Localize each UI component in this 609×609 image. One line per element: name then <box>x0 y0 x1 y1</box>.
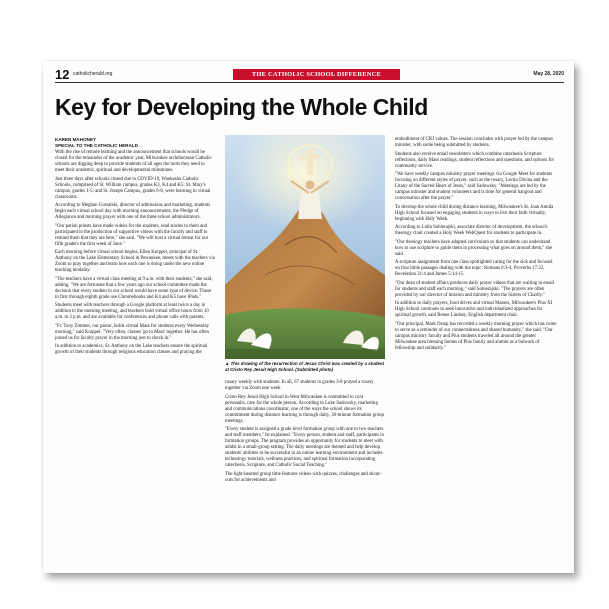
paragraph: According to Lidia Sobierajski, associate director of development, the school's theology chair created a Holy Week WebQuest for students to participate in. <box>395 225 548 236</box>
image-caption: ▲ This drawing of the resurrection of Jesus Christ was created by a student at Cristo Rey Jesuit High School. (Submitted photo) <box>225 361 385 372</box>
paragraph: Just three days after schools closed due to COVID-19, Waukesha Catholic Schools, comprised of St. William campus, grades K3, K4 and K5; St. Mary's campus, grades 1-5; and St. Joseph Campus, grades 6-8, were learning in virtual classrooms. <box>55 176 211 200</box>
paragraph: Each morning before virtual school begins, Ellen Knippel, principal of St. Anthony on the Lake Elementary School in Pewaukee, meets with the teachers via Zoom to pray together and learn how each one is doing under the new online teaching modality. <box>55 250 215 273</box>
paragraph: Cristo Rey Jesuit High School in West Milwaukee is committed to cura personalis, care for the whole person. According to Luke Sadowsky, marketing and communications coordinator, one of the ways the school shows its commitment during distance learning is through daily, 30-minute formation group meetings. <box>225 394 384 424</box>
paragraph: A scripture assignment from one class spotlighted caring for the sick and focused on four bible passages dealing with the topic: Romans 6:3-4, Proverbs 17:22, Revelation 21:4 and James 5:14-15. <box>395 260 553 277</box>
paragraph: In addition to daily prayers, food drives and virtual Masses, Milwaukee's Pius XI High School continues to seek innovative and individualized approaches for spiritual growth, said Renee Lindsey, English department chair. <box>395 301 553 318</box>
page-number: 12 <box>55 67 70 82</box>
paragraph: "Our theology teachers have adapted curriculum so that students can understand how to use scripture to guide them in processing what goes on around them," she said. <box>395 239 553 257</box>
paragraph: To develop the whole child during distance learning, Milwaukee's St. Joan Antida High School focused on engaging students in ways to live their faith virtually, beginning with Holy Week. <box>395 204 554 222</box>
page-header <box>55 69 564 81</box>
paragraph: "Our parish priests have made videos for the students, read stories to them and participated in the production of supportive videos with the faculty and staff to remind them that they are here," she said. "We will host a virtual retreat for our fifth graders the first week of June." <box>55 223 209 247</box>
section-banner: THE CATHOLIC SCHOOL DIFFERENCE <box>233 69 400 80</box>
article-column-2 <box>225 380 385 486</box>
paragraph: rosary weekly with students. In all, 67 students in grades 3-8 prayed a rosary together via Zoom one week. <box>225 380 374 391</box>
paragraph: "Every student is assigned a grade level formation group with one to two teachers and staff members," he explained. "Every person, student and staff, participates in formation groups. The program provides an opportunity for students to meet with adults in a small-group setting. The daily meetings are themed and help develop students' abilities to be successful in an online learning environment and includes technology tutorials, wellness practices, and spiritual formation incorporating catechesis, Scripture, and Catholic Social Teaching." <box>225 427 384 468</box>
paragraph: Students meet with teachers through a Google platform at least twice a day in addition to the morning meeting, and teachers hold virtual office hours from 10 a.m. to 2 p.m. and are available for conferences and phone calls with parents. <box>55 303 209 320</box>
column-1-text <box>55 150 215 356</box>
paragraph: With the rise of remote learning and the announcement that schools would be closed for the remainder of the academic year, Milwaukee archdiocesan Catholic schools are digging deep to provide students of all ages the tools they need to meet their academic, spiritual and developmental milestones. <box>55 150 212 173</box>
paragraph: "Our principal, Mark Ostap has recorded a weekly morning prayer which has come to serve as a reminder of our connectedness and shared humanity," she said. "Our campus ministry faculty and Pius students traveled all around the greater Milwaukee area blessing homes of Pius family and alumni as a bulwark of fellowship and solidarity." <box>395 321 557 351</box>
byline-role: SPECIAL TO THE CATHOLIC HERALD <box>55 142 138 148</box>
newspaper-page <box>43 61 574 573</box>
issue-date: May 28, 2020 <box>533 71 564 77</box>
header-rule <box>55 82 564 83</box>
article-column-3 <box>395 137 557 354</box>
article-column-1 <box>55 137 215 359</box>
paragraph: In addition to academics, St. Anthony on the Lake teachers ensure the spiritual growth of their students through religious education classes and praying the <box>55 344 208 355</box>
site-url: catholicherald.org <box>73 71 113 77</box>
paragraph: Students also receive email newsletters which combine catechesis Scripture reflections, daily Mass readings, student reflections and questions, and options for community service. <box>395 151 555 169</box>
headline: Key for Developing the Whole Child <box>55 94 428 120</box>
column-2-text <box>225 380 385 484</box>
paragraph: The light-hearted group time features videos with quizzes, challenges and shout-outs for achievements and <box>225 471 382 483</box>
paragraph: "We have weekly campus ministry prayer meetings via Google Meet for students focusing on different styles of prayer, such as the rosary, Lectio Divina and the Litany of the Sacred Heart of Jesus," said Sadowsky. "Meetings are led by the campus minister and student volunteers and is time for general hangout and conversation after the prayer." <box>395 172 553 201</box>
column-3-text <box>395 137 557 352</box>
resurrection-drawing <box>225 135 385 359</box>
paragraph: embodiment of CRJ values. The session concludes with prayer led by the campus minister, with some being submitted by students. <box>395 137 553 148</box>
byline-name: KAREN MAHONEY <box>55 137 97 142</box>
paragraph: According to Meghan Gorsalski, director of admissions and marketing, students begin each virtual school day with morning announcements, the Pledge of Allegiance and morning prayer with one of the three school administrators. <box>55 203 211 220</box>
paragraph: "The teachers have a virtual class meeting at 9 a.m. with their students," she said, adding, "We are fortunate that a few years ago our school committee made the decision that every student in our school would have some type of device. Those in first through eighth grade use Chromebooks and K4 and K5 have iPads." <box>55 276 213 300</box>
paragraph: "Our dean of student affairs produces daily prayer videos that are waiting in email for students and staff each morning," said Sobierajski. "The prayers are often provided by our director of mission and ministry from the Sisters of Charity." <box>395 280 555 298</box>
paragraph: "Fr. Tony Zimmer, our pastor, holds virtual Mass for students every Wednesday morning," said Knippel. "Very often, classes 'go to Mass' together. He has often joined us for faculty prayer in the morning just to check in." <box>55 323 210 341</box>
